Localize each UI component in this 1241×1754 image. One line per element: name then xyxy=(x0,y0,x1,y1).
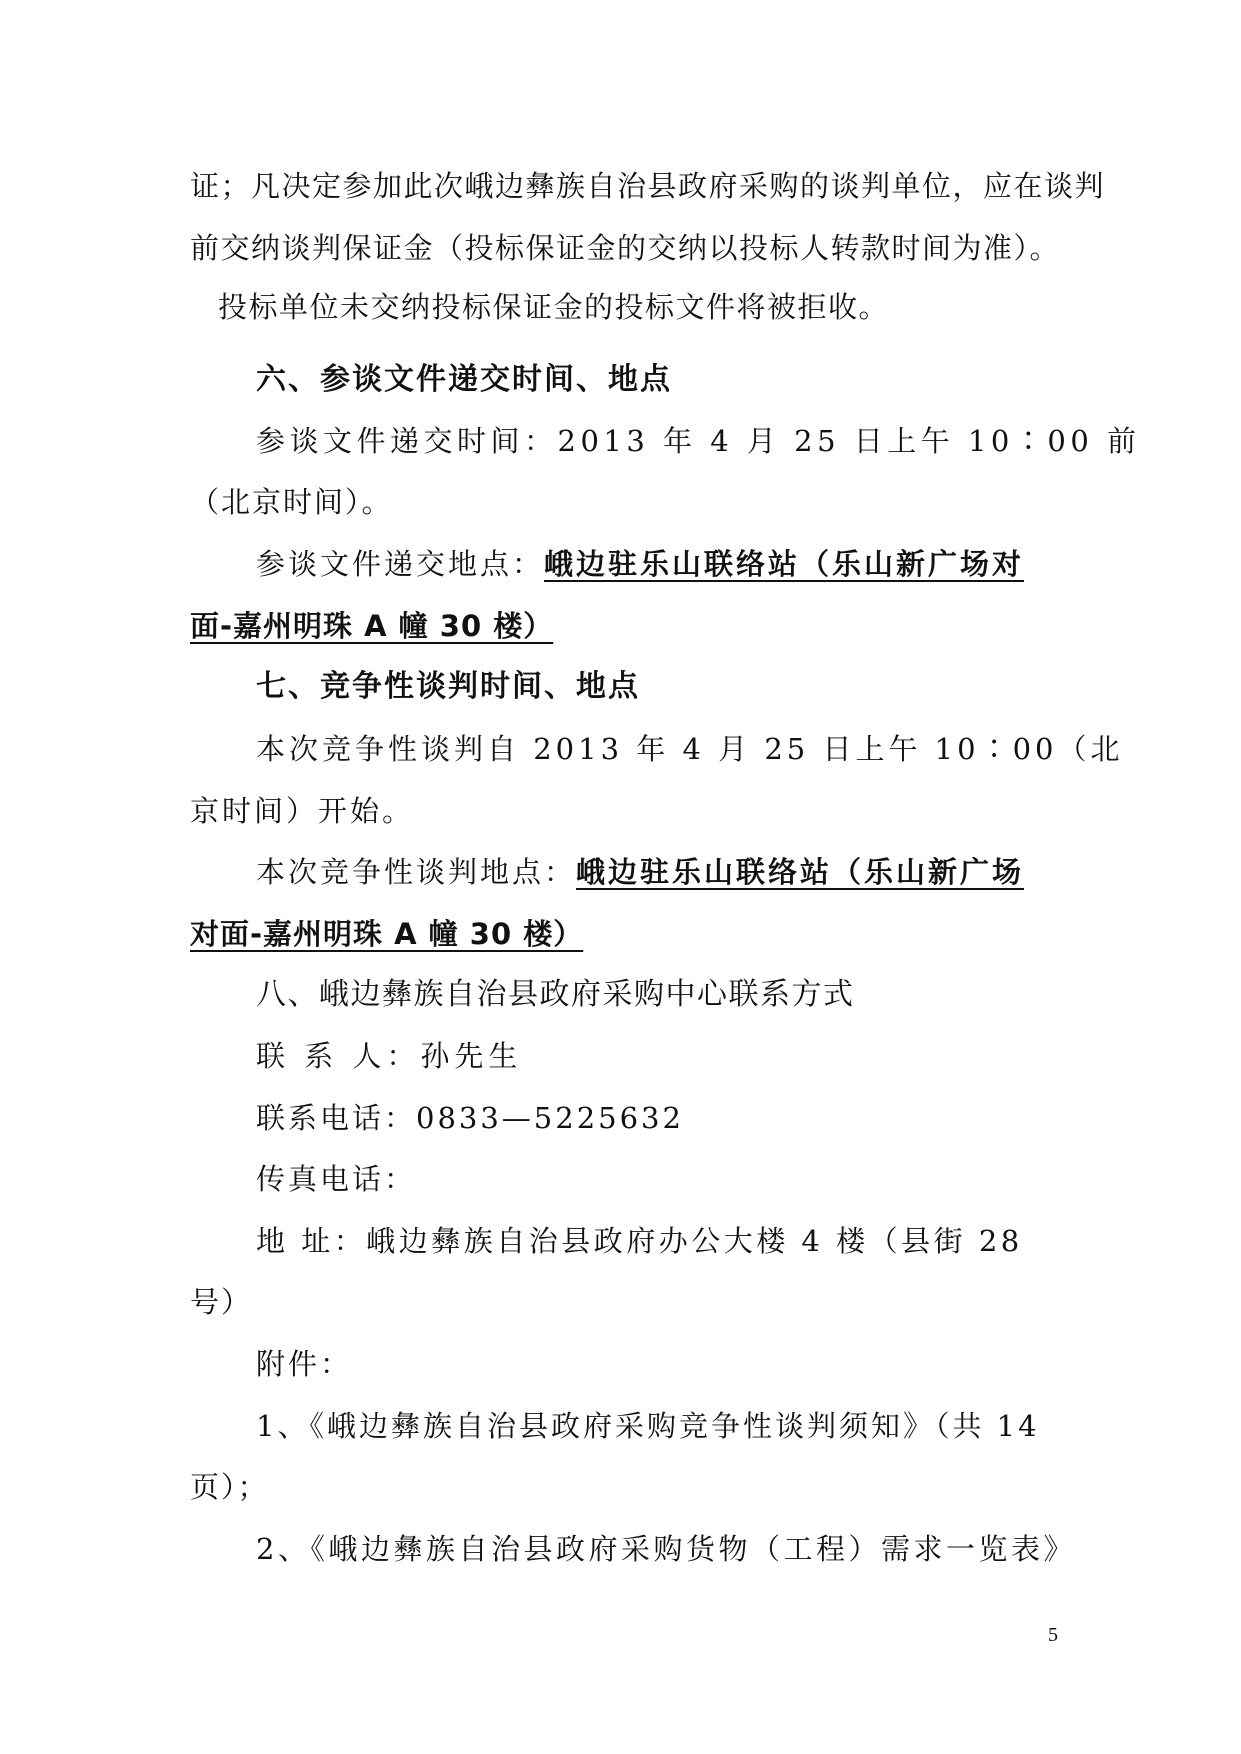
submission-location xyxy=(256,544,1024,584)
paragraph-line: 京时间）开始。 xyxy=(190,794,415,828)
section-heading: 八、峨边彝族自治县政府采购中心联系方式 xyxy=(256,977,855,1012)
section-heading: 七、竞争性谈判时间、地点 xyxy=(256,669,640,704)
negotiation-location-value: 峨边驻乐山联络站（乐山新广场 xyxy=(576,855,1025,889)
paragraph-line: 证；凡决定参加此次峨边彝族自治县政府采购的谈判单位，应在谈判 xyxy=(190,169,1106,203)
contact-phone: 联系电话：0833—5225632 xyxy=(256,1101,684,1135)
contact-person: 联 系 人：孙先生 xyxy=(256,1039,523,1073)
paragraph-line: 号） xyxy=(190,1285,253,1319)
page-number: 5 xyxy=(1048,1624,1058,1646)
attachments-label: 附件： xyxy=(256,1347,353,1381)
fax-phone: 传真电话： xyxy=(256,1162,417,1196)
submission-time: 参谈文件递交时间：2013 年 4 月 25 日上午 10∶00 前 xyxy=(256,424,1141,458)
address: 地 址：峨边彝族自治县政府办公大楼 4 楼（县街 28 xyxy=(256,1224,1023,1258)
attachment-item: 1、《峨边彝族自治县政府采购竞争性谈判须知》（共 14 xyxy=(256,1409,1040,1443)
submission-location-value: 峨边驻乐山联络站（乐山新广场对 xyxy=(544,547,1025,581)
paragraph-line: 页）； xyxy=(190,1470,269,1504)
submission-location-label: 参谈文件递交地点： xyxy=(256,547,545,581)
submission-location-value-cont: 面-嘉州明珠 A 幢 30 楼） xyxy=(190,609,554,643)
negotiation-location-label: 本次竞争性谈判地点： xyxy=(256,855,577,889)
negotiation-time: 本次竞争性谈判自 2013 年 4 月 25 日上午 10∶00（北 xyxy=(256,732,1124,766)
paragraph-line: 投标单位未交纳投标保证金的投标文件将被拒收。 xyxy=(218,290,890,324)
section-heading: 六、参谈文件递交时间、地点 xyxy=(256,362,672,397)
attachment-item: 2、《峨边彝族自治县政府采购货物（工程）需求一览表》 xyxy=(256,1532,1076,1566)
negotiation-location xyxy=(256,852,1024,892)
negotiation-location-value-cont: 对面-嘉州明珠 A 幢 30 楼） xyxy=(190,917,584,951)
paragraph-line: （北京时间）。 xyxy=(190,485,393,519)
paragraph-line: 前交纳谈判保证金（投标保证金的交纳以投标人转款时间为准）。 xyxy=(190,231,1061,265)
